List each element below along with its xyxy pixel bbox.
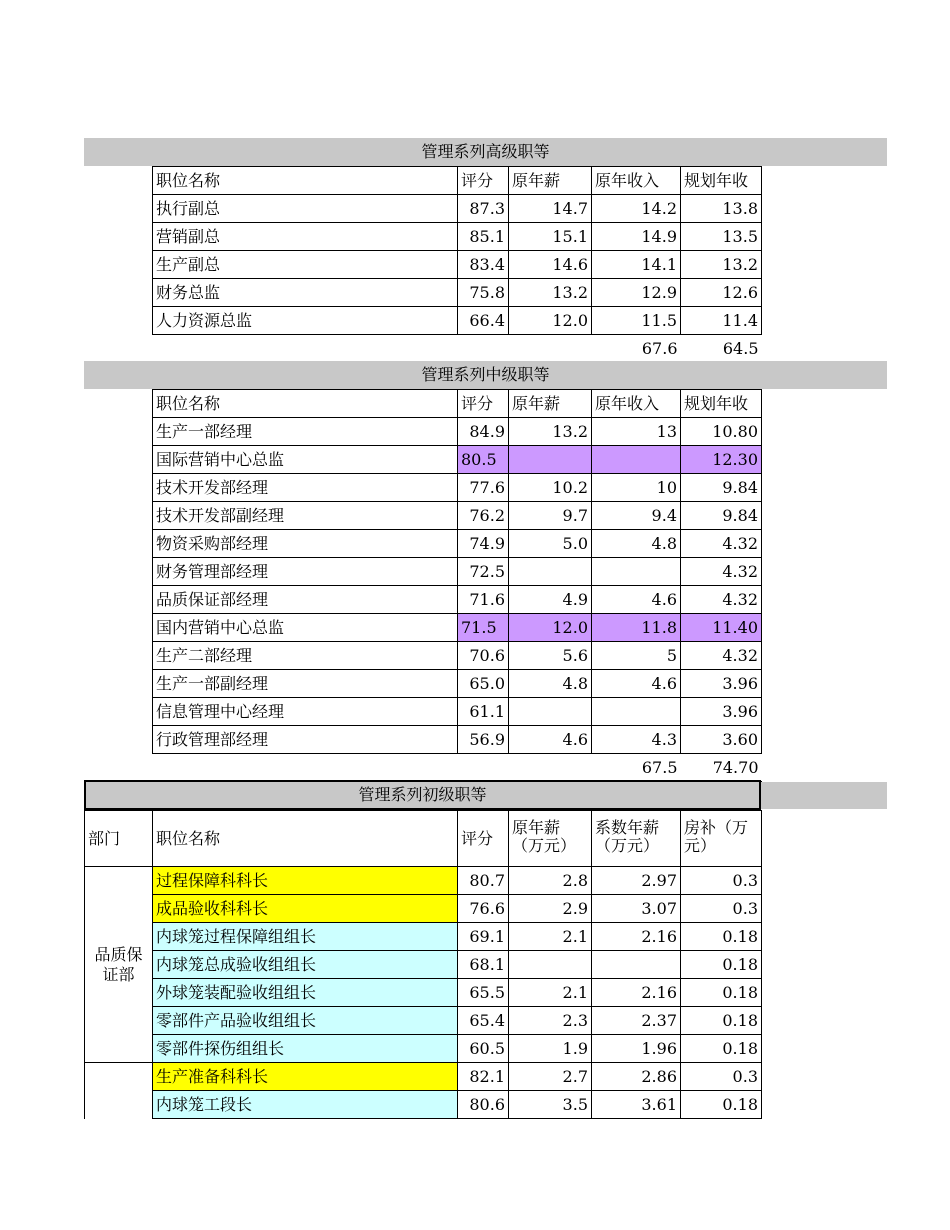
junior-header-extension (761, 782, 887, 809)
orig-income-cell: 11.5 (592, 307, 681, 335)
score-cell: 80.5 (458, 446, 509, 474)
planned-cell: 3.96 (681, 698, 762, 726)
position-name: 营销副总 (153, 223, 458, 251)
middle-section-header (84, 361, 887, 389)
orig-salary-cell: 15.1 (509, 223, 592, 251)
position-name: 生产一部经理 (153, 418, 458, 446)
orig-salary-cell: 14.7 (509, 195, 592, 223)
orig-income-cell: 13 (592, 418, 681, 446)
total-orig-income: 67.6 (641, 339, 678, 358)
orig-salary-cell: 12.0 (509, 307, 592, 335)
middle-table (152, 389, 762, 782)
orig-salary-cell: 2.9 (509, 895, 592, 923)
position-name: 生产二部经理 (153, 642, 458, 670)
junior-header-row (85, 811, 762, 867)
middle-totals-row (153, 754, 762, 782)
table-row[interactable] (85, 951, 762, 979)
score-cell: 71.5 (458, 614, 509, 642)
score-cell: 68.1 (458, 951, 509, 979)
orig-salary-cell: 12.0 (509, 614, 592, 642)
table-row[interactable] (153, 530, 762, 558)
orig-income-cell: 14.1 (592, 251, 681, 279)
score-cell: 72.5 (458, 558, 509, 586)
table-row[interactable] (153, 223, 762, 251)
orig-salary-cell: 1.9 (509, 1035, 592, 1063)
position-name: 过程保障科科长 (153, 867, 458, 895)
total-planned: 74.70 (681, 754, 762, 782)
position-name: 财务总监 (153, 279, 458, 307)
housing-cell: 0.18 (681, 1007, 762, 1035)
orig-salary-cell: 10.2 (509, 474, 592, 502)
score-cell: 82.1 (458, 1063, 509, 1091)
table-row[interactable] (153, 726, 762, 754)
score-cell: 75.8 (458, 279, 509, 307)
position-name: 国内营销中心总监 (153, 614, 458, 642)
planned-cell: 12.30 (681, 446, 762, 474)
coef-salary-cell (592, 951, 681, 979)
planned-cell: 12.6 (681, 279, 762, 307)
position-name: 内球笼工段长 (153, 1091, 458, 1119)
table-row[interactable] (153, 446, 762, 474)
table-row[interactable] (85, 1063, 762, 1091)
table-row[interactable] (153, 418, 762, 446)
dept-production-cell (85, 1063, 153, 1119)
position-name: 技术开发部经理 (153, 474, 458, 502)
position-name: 成品验收科科长 (153, 895, 458, 923)
planned-cell: 4.32 (681, 586, 762, 614)
header-orig-income: 原年收入 (592, 167, 681, 195)
score-cell: 65.0 (458, 670, 509, 698)
header-orig-salary: 原年薪（万元） (509, 811, 592, 867)
orig-income-cell: 10 (592, 474, 681, 502)
orig-income-cell: 4.6 (592, 670, 681, 698)
score-cell: 85.1 (458, 223, 509, 251)
orig-income-cell: 4.6 (592, 586, 681, 614)
orig-income-cell: 5 (592, 642, 681, 670)
score-cell: 71.6 (458, 586, 509, 614)
planned-cell: 9.84 (681, 474, 762, 502)
senior-header-row (153, 167, 762, 195)
orig-salary-cell: 2.3 (509, 1007, 592, 1035)
header-orig-salary: 原年薪 (509, 390, 592, 418)
orig-salary-cell: 2.1 (509, 979, 592, 1007)
housing-cell: 0.3 (681, 895, 762, 923)
orig-income-cell: 4.8 (592, 530, 681, 558)
coef-salary-cell: 2.97 (592, 867, 681, 895)
position-name: 技术开发部副经理 (153, 502, 458, 530)
orig-income-cell (592, 698, 681, 726)
total-orig-income: 67.5 (641, 758, 678, 778)
table-row[interactable] (153, 558, 762, 586)
header-score: 评分 (458, 167, 509, 195)
header-planned: 规划年收 (681, 167, 762, 195)
header-position: 职位名称 (153, 167, 458, 195)
table-row[interactable] (85, 1035, 762, 1063)
planned-cell: 13.5 (681, 223, 762, 251)
coef-salary-cell: 3.61 (592, 1091, 681, 1119)
dept-quality-cell (85, 867, 153, 1063)
orig-income-cell (592, 446, 681, 474)
header-orig-salary: 原年薪 (509, 167, 592, 195)
housing-cell: 0.3 (681, 867, 762, 895)
position-name: 物资采购部经理 (153, 530, 458, 558)
score-cell: 60.5 (458, 1035, 509, 1063)
score-cell: 70.6 (458, 642, 509, 670)
position-name: 财务管理部经理 (153, 558, 458, 586)
header-coef-salary: 系数年薪（万元） (592, 811, 681, 867)
score-cell: 77.6 (458, 474, 509, 502)
orig-income-cell: 14.9 (592, 223, 681, 251)
position-name: 品质保证部经理 (153, 586, 458, 614)
orig-salary-cell: 2.8 (509, 867, 592, 895)
planned-cell: 13.2 (681, 251, 762, 279)
position-name: 生产副总 (153, 251, 458, 279)
score-cell: 69.1 (458, 923, 509, 951)
position-name: 零部件产品验收组组长 (153, 1007, 458, 1035)
junior-table (84, 810, 762, 1119)
header-orig-income: 原年收入 (592, 390, 681, 418)
position-name: 行政管理部经理 (153, 726, 458, 754)
senior-table (152, 166, 762, 362)
score-cell: 80.7 (458, 867, 509, 895)
orig-salary-cell: 4.9 (509, 586, 592, 614)
table-row[interactable] (153, 670, 762, 698)
orig-salary-cell: 9.7 (509, 502, 592, 530)
coef-salary-cell: 2.37 (592, 1007, 681, 1035)
orig-salary-cell: 4.6 (509, 726, 592, 754)
header-score: 评分 (458, 390, 509, 418)
score-cell: 87.3 (458, 195, 509, 223)
table-row[interactable] (153, 698, 762, 726)
score-cell: 76.2 (458, 502, 509, 530)
score-cell: 65.5 (458, 979, 509, 1007)
orig-salary-cell: 14.6 (509, 251, 592, 279)
coef-salary-cell: 3.07 (592, 895, 681, 923)
position-name: 执行副总 (153, 195, 458, 223)
score-cell: 80.6 (458, 1091, 509, 1119)
planned-cell: 9.84 (681, 502, 762, 530)
position-name: 内球笼总成验收组组长 (153, 951, 458, 979)
orig-salary-cell: 5.0 (509, 530, 592, 558)
header-housing: 房补（万元） (681, 811, 762, 867)
header-position: 职位名称 (153, 811, 458, 867)
housing-cell: 0.3 (681, 1063, 762, 1091)
table-row[interactable] (153, 279, 762, 307)
position-name: 生产准备科科长 (153, 1063, 458, 1091)
table-row[interactable] (153, 474, 762, 502)
orig-salary-cell: 13.2 (509, 418, 592, 446)
total-planned: 64.5 (722, 339, 759, 358)
score-cell: 83.4 (458, 251, 509, 279)
housing-cell: 0.18 (681, 979, 762, 1007)
table-row[interactable] (85, 1007, 762, 1035)
orig-salary-cell: 3.5 (509, 1091, 592, 1119)
position-name: 人力资源总监 (153, 307, 458, 335)
score-cell: 61.1 (458, 698, 509, 726)
senior-totals-row (153, 335, 762, 363)
planned-cell: 13.8 (681, 195, 762, 223)
orig-income-cell: 14.2 (592, 195, 681, 223)
dept-quality-label: 品质保证部 (94, 944, 143, 984)
score-cell: 76.6 (458, 895, 509, 923)
position-name: 零部件探伤组组长 (153, 1035, 458, 1063)
orig-salary-cell: 2.7 (509, 1063, 592, 1091)
score-cell: 84.9 (458, 418, 509, 446)
orig-income-cell: 12.9 (592, 279, 681, 307)
junior-section-header (84, 780, 761, 810)
score-cell: 66.4 (458, 307, 509, 335)
header-position: 职位名称 (153, 390, 458, 418)
planned-cell: 4.32 (681, 642, 762, 670)
planned-cell: 4.32 (681, 530, 762, 558)
planned-cell: 10.80 (681, 418, 762, 446)
header-score: 评分 (458, 811, 509, 867)
coef-salary-cell: 1.96 (592, 1035, 681, 1063)
score-cell: 65.4 (458, 1007, 509, 1035)
position-name: 内球笼过程保障组组长 (153, 923, 458, 951)
orig-salary-cell: 13.2 (509, 279, 592, 307)
table-row[interactable] (153, 502, 762, 530)
header-planned: 规划年收 (681, 390, 762, 418)
planned-cell: 4.32 (681, 558, 762, 586)
table-row[interactable] (85, 1091, 762, 1119)
table-row[interactable] (153, 195, 762, 223)
score-cell: 74.9 (458, 530, 509, 558)
orig-salary-cell (509, 698, 592, 726)
table-row[interactable] (85, 979, 762, 1007)
planned-cell: 3.96 (681, 670, 762, 698)
orig-income-cell (592, 558, 681, 586)
position-name: 信息管理中心经理 (153, 698, 458, 726)
coef-salary-cell: 2.86 (592, 1063, 681, 1091)
middle-section-title: 管理系列中级职等 (421, 365, 550, 384)
table-row[interactable] (153, 251, 762, 279)
orig-income-cell: 11.8 (592, 614, 681, 642)
planned-cell: 11.40 (681, 614, 762, 642)
junior-section-title: 管理系列初级职等 (358, 785, 487, 804)
planned-cell: 3.60 (681, 726, 762, 754)
table-row[interactable] (153, 614, 762, 642)
coef-salary-cell: 2.16 (592, 923, 681, 951)
middle-header-row (153, 390, 762, 418)
senior-section-title: 管理系列高级职等 (421, 142, 550, 161)
position-name: 外球笼装配验收组组长 (153, 979, 458, 1007)
table-row[interactable] (153, 307, 762, 335)
position-name: 国际营销中心总监 (153, 446, 458, 474)
header-dept: 部门 (85, 811, 153, 867)
planned-cell: 11.4 (681, 307, 762, 335)
coef-salary-cell: 2.16 (592, 979, 681, 1007)
position-name: 生产一部副经理 (153, 670, 458, 698)
table-row[interactable] (153, 642, 762, 670)
score-cell: 56.9 (458, 726, 509, 754)
housing-cell: 0.18 (681, 951, 762, 979)
orig-income-cell: 9.4 (592, 502, 681, 530)
housing-cell: 0.18 (681, 1091, 762, 1119)
table-row[interactable] (85, 867, 762, 895)
table-row[interactable] (85, 923, 762, 951)
orig-income-cell: 4.3 (592, 726, 681, 754)
orig-salary-cell: 5.6 (509, 642, 592, 670)
table-row[interactable] (153, 586, 762, 614)
orig-salary-cell: 4.8 (509, 670, 592, 698)
housing-cell: 0.18 (681, 923, 762, 951)
orig-salary-cell: 2.1 (509, 923, 592, 951)
table-row[interactable] (85, 895, 762, 923)
housing-cell: 0.18 (681, 1035, 762, 1063)
orig-salary-cell (509, 951, 592, 979)
orig-salary-cell (509, 446, 592, 474)
senior-section-header (84, 138, 887, 166)
orig-salary-cell (509, 558, 592, 586)
